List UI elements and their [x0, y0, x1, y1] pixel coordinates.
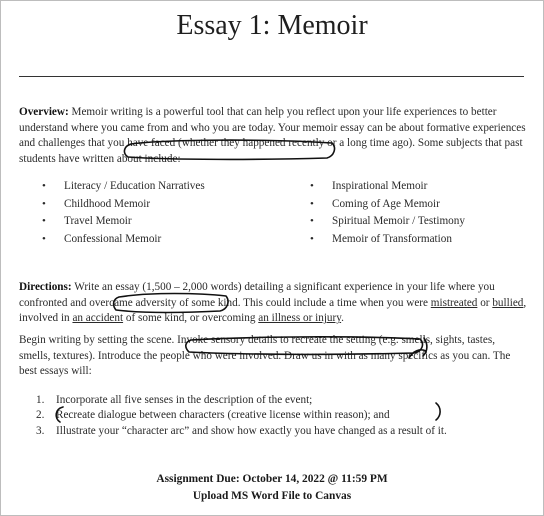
underlined-bullied: bullied — [492, 296, 524, 309]
step-text: Illustrate your “character arc” and show how exactly you have changed as a result of it. — [56, 424, 447, 437]
list-item: • Literacy / Education Narratives — [38, 178, 205, 196]
list-item: • Confessional Memoir — [38, 231, 205, 249]
assignment-due-line: Assignment Due: October 14, 2022 @ 11:59 PM — [156, 473, 388, 485]
subjects-list-right — [306, 178, 465, 248]
directions-circled-text: overcame adversity — [89, 296, 177, 309]
list-item — [36, 424, 526, 439]
overview-text-1: Memoir writing is a powerful tool that can help you reflect upon your life experiences to better understand where you came from and who you are today. Your memoir essay can be about formative experiences — [19, 106, 526, 134]
directions-text-2: of some kind. This could include a time when you were — [176, 296, 431, 309]
overview-circled-text: and challenges that you have faced — [19, 137, 176, 150]
upload-instruction-line: Upload MS Word File to Canvas — [192, 490, 352, 502]
underlined-illness: an illness or injury — [258, 312, 342, 325]
setting-circled-text: Invoke sensory details to recreate the setting — [177, 334, 376, 346]
subjects-list-left — [38, 178, 205, 248]
directions-text-4: of some kind, or overcoming — [123, 312, 259, 325]
step-number: 2. — [36, 409, 45, 422]
step-number: 1. — [36, 394, 45, 406]
directions-text-or: or — [477, 296, 493, 309]
step-text: Incorporate all five senses in the description of the event; — [56, 394, 313, 406]
underlined-mistreated: mistreated — [430, 296, 478, 309]
list-item: • Inspirational Memoir — [306, 178, 465, 196]
setting-text-1: Begin writing by setting the scene. — [19, 334, 178, 346]
setting-text-2: (e.g. smells, sights, tastes, smells, textures). Introduce the people who were involved. Draw us in with as many specifics as you can. The best essays will: — [19, 334, 511, 378]
directions-paragraph — [19, 280, 529, 327]
directions-label: Directions: — [19, 281, 72, 293]
setting-paragraph — [19, 333, 529, 380]
directions-text-3: , involved in — [19, 296, 527, 325]
list-item — [36, 393, 526, 408]
list-item: • Childhood Memoir — [38, 196, 205, 214]
list-item: • Memoir of Transformation — [306, 231, 465, 249]
directions-text-1: Write an essay (1,500 – 2,000 words) detailing a significant experience in your life where you confronted and — [19, 281, 495, 309]
directions-end: . — [341, 312, 344, 325]
step-number: 3. — [36, 424, 45, 437]
page-title: Essay 1: Memoir — [176, 10, 368, 41]
overview-label: Overview: — [19, 106, 69, 118]
overview-paragraph — [19, 105, 529, 167]
step-text: Recreate dialogue between characters (creative license within reason); and — [56, 409, 390, 422]
title-divider — [19, 76, 524, 77]
list-item: • Coming of Age Memoir — [306, 196, 465, 214]
essay-steps-list — [36, 393, 526, 439]
list-item: • Spiritual Memoir / Testimony — [306, 213, 465, 231]
list-item: • Travel Memoir — [38, 213, 205, 231]
overview-text-2: (whether they happened recently or a long time ago). Some subjects that past students have written about include: — [19, 137, 523, 165]
underlined-accident: an accident — [72, 312, 124, 325]
list-item — [36, 408, 526, 423]
